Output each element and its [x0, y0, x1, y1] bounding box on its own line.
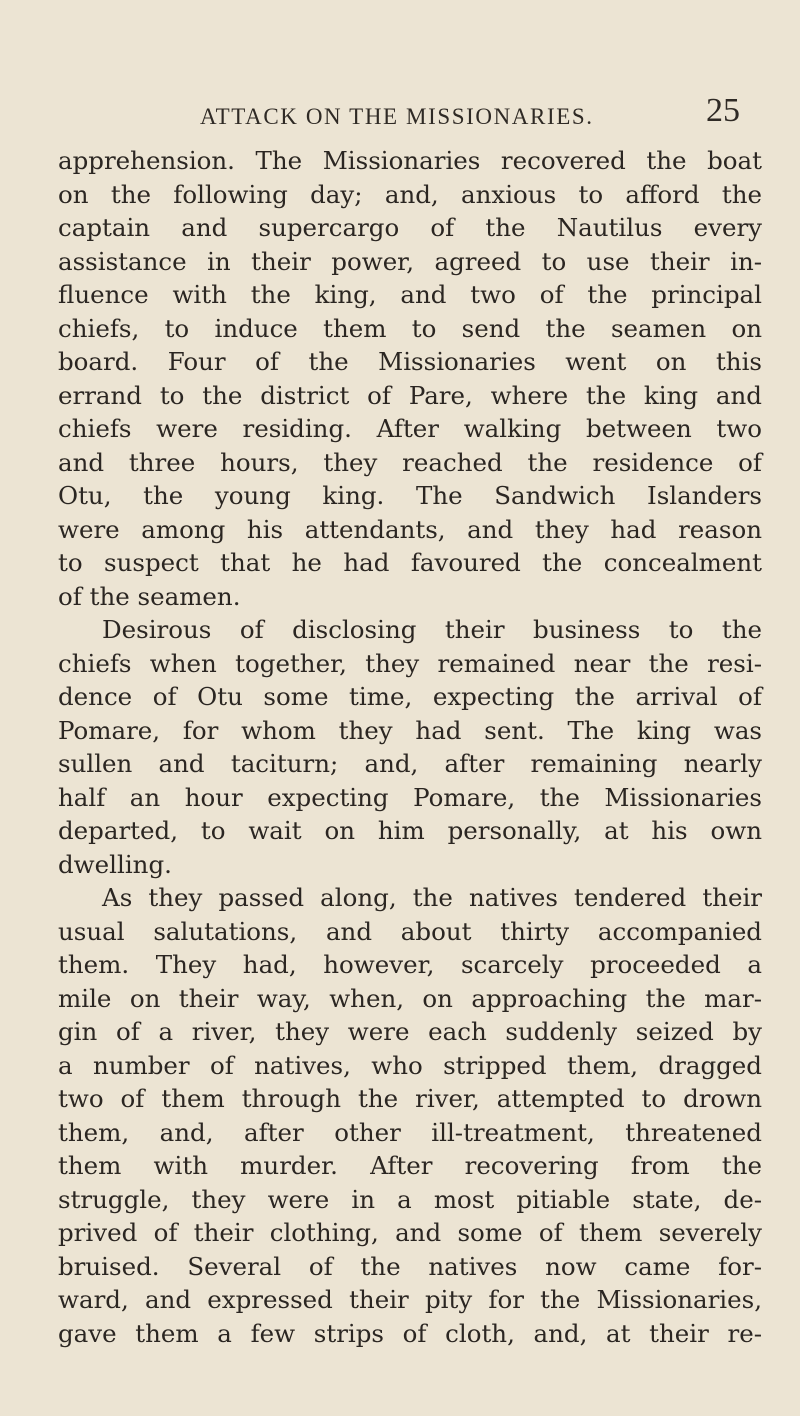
- text-line: prived of their clothing, and some of them severely: [58, 1218, 762, 1247]
- text-line: mile on their way, when, on approaching the mar-: [58, 983, 762, 1013]
- text-line: captain and supercargo of the Nautilus every: [58, 213, 762, 242]
- text-line: of the seamen.: [58, 581, 241, 611]
- text-line: a number of natives, who stripped them, dragged: [58, 1050, 762, 1080]
- text-line: them with murder. After recovering from the: [58, 1151, 762, 1180]
- text-line: and three hours, they reached the residence of: [58, 447, 762, 477]
- text-line: dwelling.: [58, 849, 172, 879]
- text-line: chiefs were residing. After walking between two: [58, 414, 762, 443]
- text-line: two of them through the river, attempted to drown: [58, 1084, 762, 1113]
- text-line: Pomare, for whom they had sent. The king was: [58, 715, 762, 745]
- text-line: chiefs when together, they remained near the resi-: [58, 648, 762, 678]
- text-line: chiefs, to induce them to send the seamen on: [58, 313, 762, 343]
- text-line: to suspect that he had favoured the concealment: [58, 548, 762, 577]
- text-line: them, and, after other ill-treatment, threatened: [58, 1117, 762, 1147]
- text-line: ward, and expressed their pity for the Missionaries,: [58, 1285, 762, 1314]
- page-number: 25: [706, 92, 740, 129]
- text-line: errand to the district of Pare, where the king and: [58, 380, 762, 410]
- running-title: ATTACK ON THE MISSIONARIES.: [200, 104, 594, 129]
- text-line: usual salutations, and about thirty accompanied: [58, 916, 762, 946]
- text-line: apprehension. The Missionaries recovered the boat: [58, 146, 762, 175]
- text-line: struggle, they were in a most pitiable state, de-: [58, 1184, 762, 1214]
- text-line: them. They had, however, scarcely proceeded a: [58, 950, 762, 979]
- text-line: Otu, the young king. The Sandwich Islanders: [58, 481, 762, 510]
- text-line: assistance in their power, agreed to use their in-: [58, 246, 762, 276]
- text-line: were among his attendants, and they had reason: [58, 514, 762, 544]
- text-line: departed, to wait on him personally, at his own: [58, 816, 762, 845]
- text-line: fluence with the king, and two of the principal: [58, 280, 762, 309]
- text-line: gave them a few strips of cloth, and, at their re-: [58, 1318, 762, 1348]
- text-line: Desirous of disclosing their business to the: [102, 615, 762, 644]
- text-line: half an hour expecting Pomare, the Missionaries: [58, 782, 762, 812]
- text-line: sullen and taciturn; and, after remaining nearly: [58, 749, 762, 778]
- text-line: gin of a river, they were each suddenly seized by: [58, 1017, 762, 1046]
- body-text: [58, 144, 762, 1350]
- text-line: on the following day; and, anxious to afford the: [58, 179, 762, 209]
- text-line: As they passed along, the natives tendered their: [102, 883, 762, 912]
- text-line: dence of Otu some time, expecting the arrival of: [58, 682, 762, 711]
- text-line: board. Four of the Missionaries went on this: [58, 347, 762, 376]
- text-line: bruised. Several of the natives now came for-: [58, 1251, 762, 1281]
